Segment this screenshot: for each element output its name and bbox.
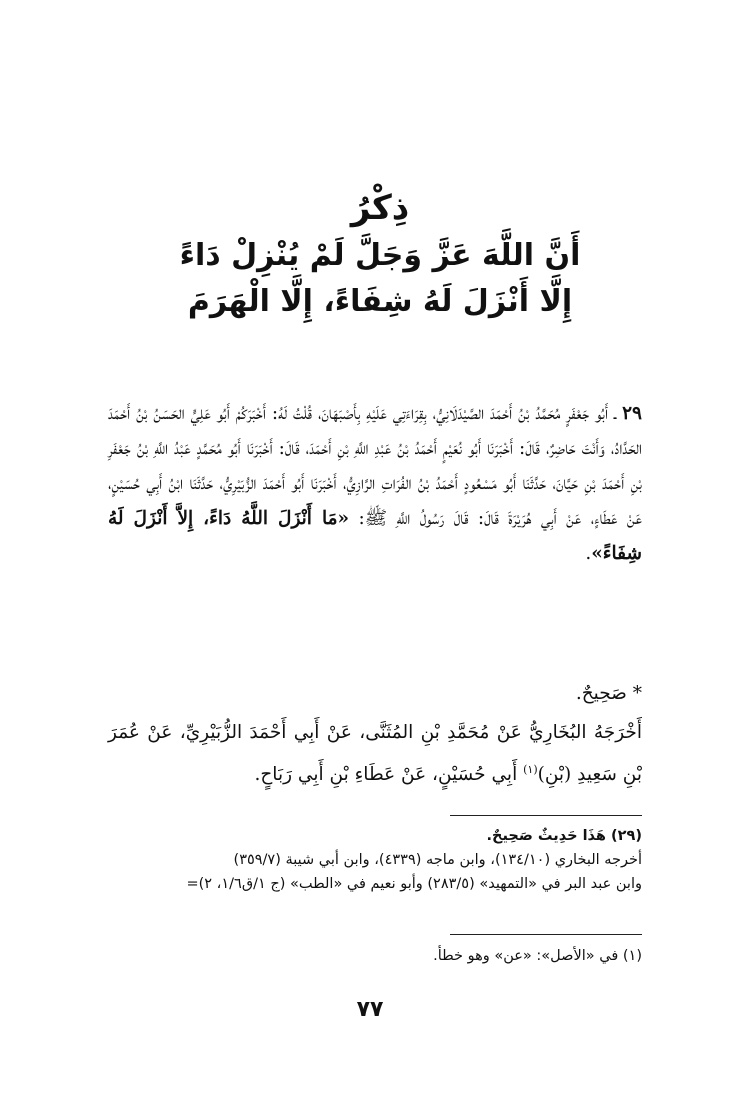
- footnote-29-line-2: وابن عبد البر في «التمهيد» (٢٨٣/٥) وأبو نعيم في «الطب» (ج ١/ق١/٦، ٢)=: [186, 876, 642, 892]
- page-number: ٧٧: [356, 997, 384, 1022]
- chapter-heading-line-1: أَنَّ اللَّهَ عَزَّ وَجَلَّ لَمْ يُنْزِلْ دَاءً: [179, 238, 581, 273]
- footnote-reference: (١): [523, 763, 538, 776]
- footnote-1: (١) في «الأصل»: «عن» وهو خطأ.: [433, 948, 642, 964]
- footnote-29-line-1: أخرجه البخاري (١٣٤/١٠)، وابن ماجه (٤٣٣٩)، وابن أبي شيبة (٣٥٩/٧): [233, 852, 642, 868]
- footnote-29: [108, 824, 642, 896]
- hadith-number: ٢٩: [622, 403, 642, 424]
- chapter-heading-line-2: إِلَّا أَنْزَلَ لَهُ شِفَاءً، إِلَّا الْهَرَمَ: [187, 284, 573, 319]
- takhrij-text-after: أَبِي حُسَيْنٍ، عَنْ عَطَاءِ بْنِ أَبِي رَبَاحٍ.: [254, 764, 524, 786]
- hadith-isnad: ـ أَبُو جَعْفَرٍ مُحَمَّدُ بْنُ أَحْمَدَ الصَّيْدَلَانِيُّ، بِقِرَاءَتِي عَلَيْهِ بِأَصْبَهَانَ، قُلْتُ لَهُ: أَخْبَرَكُمْ أَبُو عَلِيٍّ الحَسَنُ بْنُ أَحْمَدَ الحَدَّادُ، وَأَنْتَ حَاضِرٌ، قَالَ: أَخْبَرَنَا أَبُو نُعَيْمٍ أَحْمَدُ بْنُ عَبْدِ اللَّهِ بْنِ أَحْمَدَ، قَالَ: أَخْبَرَنَا أَبُو مُحَمَّدٍ عَبْدُ اللَّهِ بْنُ جَعْفَرِ بْنِ أَحْمَدَ بْنِ حَيَّانَ، حَدَّثَنَا أَبُو مَسْعُودٍ أَحْمَدُ بْنُ الفُرَاتِ الرَّازِيُّ، أَخْبَرَنَا أَبُو أَحْمَدَ الزُّبَيْرِيُّ، حَدَّثَنَا ابْنُ أَبِي حُسَيْنٍ، عَنْ عَطَاءٍ، عَنْ أَبِي هُرَيْرَةَ قَالَ: قَالَ رَسُولُ اللَّهِ ﷺ:: [108, 403, 642, 529]
- footnote-29-heading: (٢٩) هَذَا حَدِيثٌ صَحِيحٌ.: [486, 828, 642, 844]
- chapter-title: ذِكْرُ: [350, 188, 410, 228]
- takhrij-text-before: أَخْرَجَهُ البُخَارِيُّ عَنْ مُحَمَّدِ بْنِ المُثَنَّى، عَنْ أَبِي أَحْمَدَ الزُّبَيْرِيِّ، عَنْ عُمَرَ بْنِ سَعِيدِ (بْنِ): [108, 722, 642, 786]
- footnote-divider-2: [450, 934, 642, 935]
- hadith-matn: «مَا أَنْزَلَ اللَّهُ دَاءً، إِلاَّ أَنْزَلَ لَهُ شِفَاءً»: [108, 508, 642, 564]
- takhrij-paragraph: [108, 714, 642, 793]
- hadith-grading: * صَحِيحٌ.: [575, 683, 642, 704]
- hadith-paragraph: [108, 396, 642, 571]
- hadith-end: .: [585, 543, 592, 564]
- footnote-divider-1: [450, 815, 642, 816]
